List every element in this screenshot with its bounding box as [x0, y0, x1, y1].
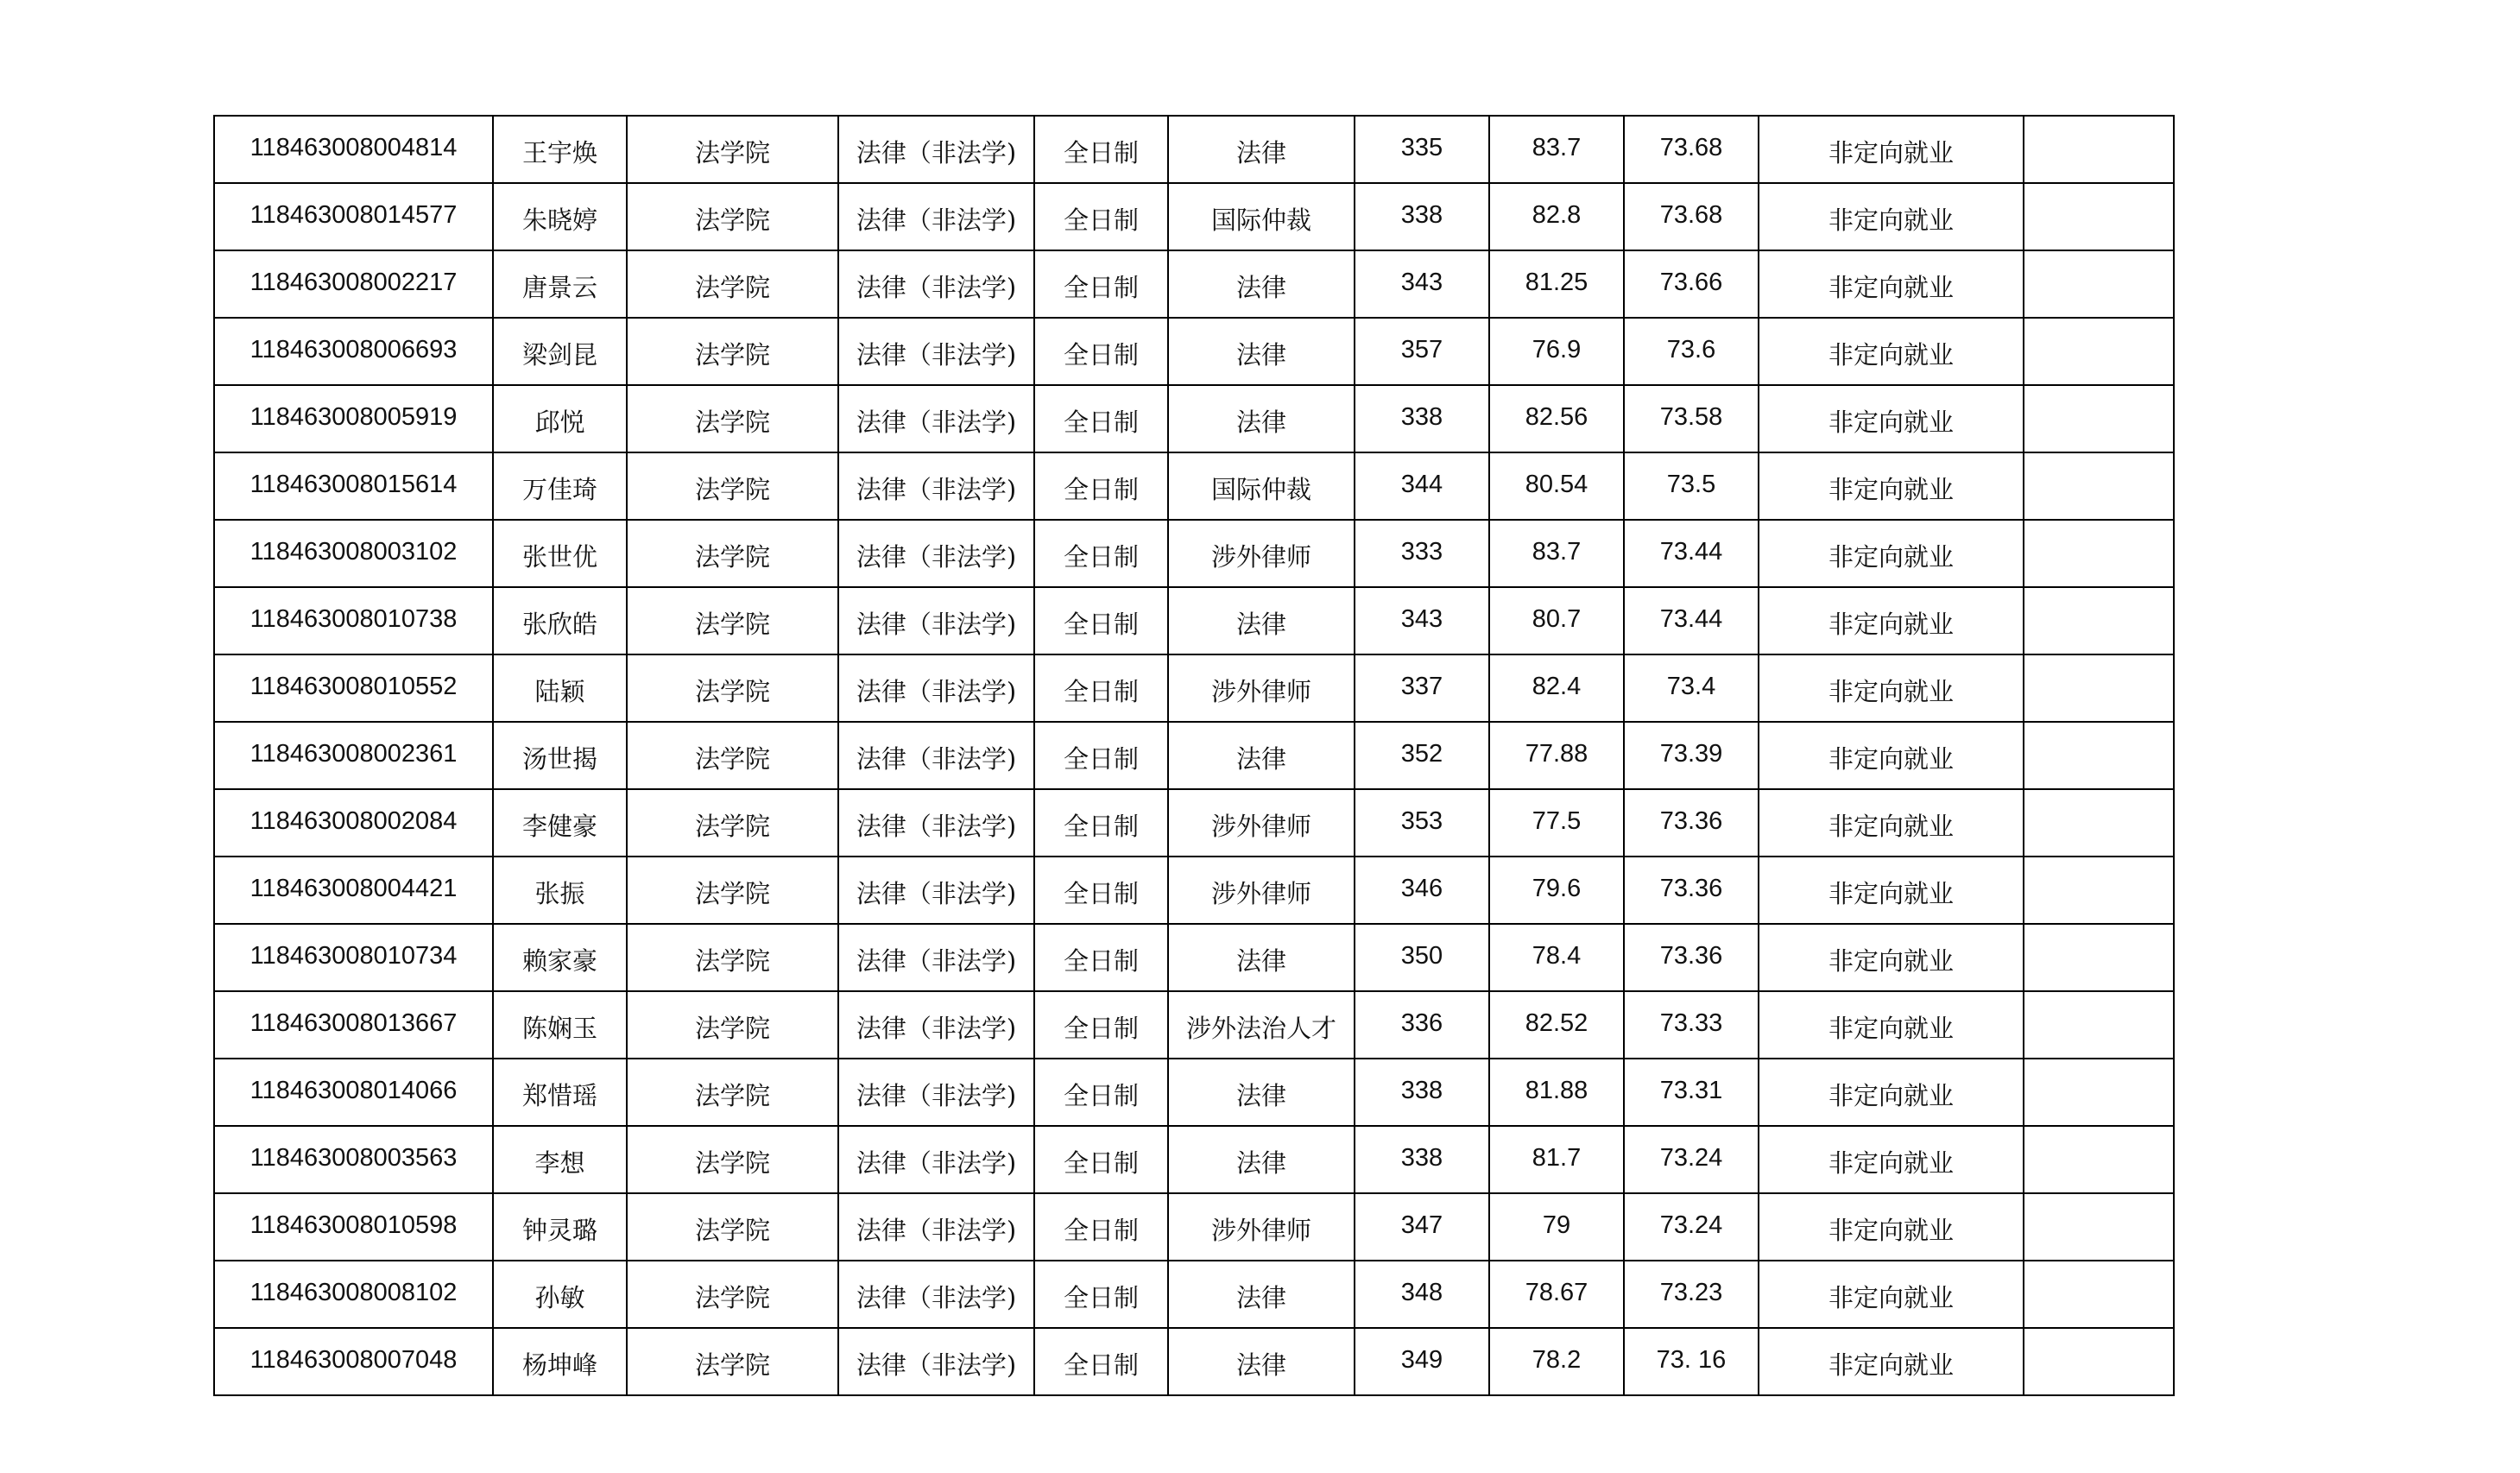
table-row	[214, 385, 2174, 452]
employment-type-cell: 非定向就业	[1759, 385, 2024, 452]
direction-cell: 法律	[1168, 318, 1355, 385]
direction-cell: 涉外律师	[1168, 857, 1355, 924]
program-cell: 法律（非法学)	[838, 1328, 1034, 1395]
school-cell: 法学院	[627, 452, 838, 520]
table-row	[214, 924, 2174, 991]
remarks-cell	[2024, 385, 2174, 452]
study-mode-cell: 全日制	[1034, 452, 1168, 520]
exam-number-cell: 118463008015614	[214, 452, 493, 520]
program-cell: 法律（非法学)	[838, 1193, 1034, 1261]
initial-score-cell: 347	[1355, 1193, 1489, 1261]
name-cell: 张振	[493, 857, 627, 924]
exam-number-cell: 118463008006693	[214, 318, 493, 385]
retest-score-cell: 77.5	[1489, 789, 1624, 857]
table-row	[214, 722, 2174, 789]
remarks-cell	[2024, 857, 2174, 924]
remarks-cell	[2024, 654, 2174, 722]
name-cell: 李健豪	[493, 789, 627, 857]
retest-score-cell: 81.88	[1489, 1059, 1624, 1126]
employment-type-cell: 非定向就业	[1759, 1261, 2024, 1328]
direction-cell: 法律	[1168, 722, 1355, 789]
retest-score-cell: 82.56	[1489, 385, 1624, 452]
initial-score-cell: 352	[1355, 722, 1489, 789]
exam-number-cell: 118463008002084	[214, 789, 493, 857]
employment-type-cell: 非定向就业	[1759, 1059, 2024, 1126]
table-row	[214, 857, 2174, 924]
table-row	[214, 1328, 2174, 1395]
exam-number-cell: 118463008002361	[214, 722, 493, 789]
retest-score-cell: 82.52	[1489, 991, 1624, 1059]
remarks-cell	[2024, 924, 2174, 991]
exam-number-cell: 118463008013667	[214, 991, 493, 1059]
school-cell: 法学院	[627, 318, 838, 385]
program-cell: 法律（非法学)	[838, 722, 1034, 789]
school-cell: 法学院	[627, 116, 838, 183]
employment-type-cell: 非定向就业	[1759, 654, 2024, 722]
employment-type-cell: 非定向就业	[1759, 183, 2024, 250]
school-cell: 法学院	[627, 183, 838, 250]
initial-score-cell: 357	[1355, 318, 1489, 385]
study-mode-cell: 全日制	[1034, 991, 1168, 1059]
name-cell: 杨坤峰	[493, 1328, 627, 1395]
school-cell: 法学院	[627, 924, 838, 991]
direction-cell: 法律	[1168, 1328, 1355, 1395]
direction-cell: 法律	[1168, 250, 1355, 318]
table-row	[214, 1059, 2174, 1126]
retest-score-cell: 79.6	[1489, 857, 1624, 924]
employment-type-cell: 非定向就业	[1759, 452, 2024, 520]
name-cell: 唐景云	[493, 250, 627, 318]
direction-cell: 法律	[1168, 587, 1355, 654]
name-cell: 王宇焕	[493, 116, 627, 183]
remarks-cell	[2024, 520, 2174, 587]
total-score-cell: 73. 16	[1624, 1328, 1759, 1395]
retest-score-cell: 79	[1489, 1193, 1624, 1261]
retest-score-cell: 78.4	[1489, 924, 1624, 991]
employment-type-cell: 非定向就业	[1759, 857, 2024, 924]
school-cell: 法学院	[627, 520, 838, 587]
table-row	[214, 587, 2174, 654]
direction-cell: 涉外律师	[1168, 520, 1355, 587]
study-mode-cell: 全日制	[1034, 722, 1168, 789]
school-cell: 法学院	[627, 654, 838, 722]
remarks-cell	[2024, 183, 2174, 250]
name-cell: 朱晓婷	[493, 183, 627, 250]
employment-type-cell: 非定向就业	[1759, 1126, 2024, 1193]
total-score-cell: 73.4	[1624, 654, 1759, 722]
exam-number-cell: 118463008003563	[214, 1126, 493, 1193]
total-score-cell: 73.24	[1624, 1193, 1759, 1261]
program-cell: 法律（非法学)	[838, 991, 1034, 1059]
study-mode-cell: 全日制	[1034, 1126, 1168, 1193]
study-mode-cell: 全日制	[1034, 318, 1168, 385]
program-cell: 法律（非法学)	[838, 520, 1034, 587]
remarks-cell	[2024, 991, 2174, 1059]
direction-cell: 法律	[1168, 1059, 1355, 1126]
initial-score-cell: 333	[1355, 520, 1489, 587]
retest-score-cell: 80.54	[1489, 452, 1624, 520]
initial-score-cell: 336	[1355, 991, 1489, 1059]
table-row	[214, 654, 2174, 722]
name-cell: 李想	[493, 1126, 627, 1193]
exam-number-cell: 118463008010734	[214, 924, 493, 991]
total-score-cell: 73.58	[1624, 385, 1759, 452]
initial-score-cell: 353	[1355, 789, 1489, 857]
direction-cell: 涉外律师	[1168, 1193, 1355, 1261]
direction-cell: 法律	[1168, 116, 1355, 183]
retest-score-cell: 76.9	[1489, 318, 1624, 385]
table-row	[214, 250, 2174, 318]
retest-score-cell: 83.7	[1489, 520, 1624, 587]
remarks-cell	[2024, 789, 2174, 857]
retest-score-cell: 81.25	[1489, 250, 1624, 318]
school-cell: 法学院	[627, 857, 838, 924]
initial-score-cell: 350	[1355, 924, 1489, 991]
name-cell: 邱悦	[493, 385, 627, 452]
study-mode-cell: 全日制	[1034, 1328, 1168, 1395]
exam-number-cell: 118463008010552	[214, 654, 493, 722]
total-score-cell: 73.33	[1624, 991, 1759, 1059]
remarks-cell	[2024, 587, 2174, 654]
table-body	[214, 116, 2174, 1395]
program-cell: 法律（非法学)	[838, 1126, 1034, 1193]
table-row	[214, 520, 2174, 587]
table-row	[214, 991, 2174, 1059]
employment-type-cell: 非定向就业	[1759, 722, 2024, 789]
table-row	[214, 452, 2174, 520]
total-score-cell: 73.66	[1624, 250, 1759, 318]
school-cell: 法学院	[627, 789, 838, 857]
program-cell: 法律（非法学)	[838, 250, 1034, 318]
remarks-cell	[2024, 116, 2174, 183]
table-row	[214, 789, 2174, 857]
retest-score-cell: 82.4	[1489, 654, 1624, 722]
exam-number-cell: 118463008010598	[214, 1193, 493, 1261]
initial-score-cell: 338	[1355, 1059, 1489, 1126]
program-cell: 法律（非法学)	[838, 183, 1034, 250]
school-cell: 法学院	[627, 991, 838, 1059]
name-cell: 赖家豪	[493, 924, 627, 991]
direction-cell: 国际仲裁	[1168, 183, 1355, 250]
study-mode-cell: 全日制	[1034, 924, 1168, 991]
total-score-cell: 73.36	[1624, 924, 1759, 991]
exam-number-cell: 118463008003102	[214, 520, 493, 587]
retest-score-cell: 78.2	[1489, 1328, 1624, 1395]
program-cell: 法律（非法学)	[838, 924, 1034, 991]
program-cell: 法律（非法学)	[838, 789, 1034, 857]
initial-score-cell: 337	[1355, 654, 1489, 722]
exam-number-cell: 118463008014577	[214, 183, 493, 250]
exam-number-cell: 118463008005919	[214, 385, 493, 452]
program-cell: 法律（非法学)	[838, 654, 1034, 722]
table-row	[214, 116, 2174, 183]
retest-score-cell: 82.8	[1489, 183, 1624, 250]
total-score-cell: 73.68	[1624, 183, 1759, 250]
initial-score-cell: 343	[1355, 250, 1489, 318]
initial-score-cell: 349	[1355, 1328, 1489, 1395]
study-mode-cell: 全日制	[1034, 1059, 1168, 1126]
school-cell: 法学院	[627, 385, 838, 452]
retest-score-cell: 81.7	[1489, 1126, 1624, 1193]
school-cell: 法学院	[627, 1059, 838, 1126]
name-cell: 钟灵璐	[493, 1193, 627, 1261]
exam-number-cell: 118463008008102	[214, 1261, 493, 1328]
study-mode-cell: 全日制	[1034, 520, 1168, 587]
employment-type-cell: 非定向就业	[1759, 1193, 2024, 1261]
name-cell: 孙敏	[493, 1261, 627, 1328]
school-cell: 法学院	[627, 1328, 838, 1395]
initial-score-cell: 338	[1355, 1126, 1489, 1193]
direction-cell: 法律	[1168, 385, 1355, 452]
employment-type-cell: 非定向就业	[1759, 789, 2024, 857]
school-cell: 法学院	[627, 587, 838, 654]
program-cell: 法律（非法学)	[838, 1261, 1034, 1328]
name-cell: 汤世揭	[493, 722, 627, 789]
study-mode-cell: 全日制	[1034, 116, 1168, 183]
table-row	[214, 1126, 2174, 1193]
total-score-cell: 73.68	[1624, 116, 1759, 183]
name-cell: 梁剑昆	[493, 318, 627, 385]
total-score-cell: 73.36	[1624, 857, 1759, 924]
total-score-cell: 73.23	[1624, 1261, 1759, 1328]
direction-cell: 法律	[1168, 924, 1355, 991]
exam-number-cell: 118463008010738	[214, 587, 493, 654]
study-mode-cell: 全日制	[1034, 654, 1168, 722]
exam-number-cell: 118463008014066	[214, 1059, 493, 1126]
initial-score-cell: 346	[1355, 857, 1489, 924]
exam-number-cell: 118463008002217	[214, 250, 493, 318]
table-row	[214, 183, 2174, 250]
employment-type-cell: 非定向就业	[1759, 991, 2024, 1059]
remarks-cell	[2024, 1126, 2174, 1193]
direction-cell: 涉外律师	[1168, 789, 1355, 857]
school-cell: 法学院	[627, 1261, 838, 1328]
remarks-cell	[2024, 250, 2174, 318]
remarks-cell	[2024, 1328, 2174, 1395]
employment-type-cell: 非定向就业	[1759, 924, 2024, 991]
initial-score-cell: 344	[1355, 452, 1489, 520]
initial-score-cell: 338	[1355, 385, 1489, 452]
program-cell: 法律（非法学)	[838, 116, 1034, 183]
employment-type-cell: 非定向就业	[1759, 116, 2024, 183]
total-score-cell: 73.39	[1624, 722, 1759, 789]
table-row	[214, 1193, 2174, 1261]
remarks-cell	[2024, 318, 2174, 385]
remarks-cell	[2024, 452, 2174, 520]
direction-cell: 国际仲裁	[1168, 452, 1355, 520]
total-score-cell: 73.24	[1624, 1126, 1759, 1193]
total-score-cell: 73.36	[1624, 789, 1759, 857]
total-score-cell: 73.44	[1624, 587, 1759, 654]
initial-score-cell: 348	[1355, 1261, 1489, 1328]
name-cell: 陆颖	[493, 654, 627, 722]
school-cell: 法学院	[627, 722, 838, 789]
program-cell: 法律（非法学)	[838, 587, 1034, 654]
initial-score-cell: 335	[1355, 116, 1489, 183]
study-mode-cell: 全日制	[1034, 1261, 1168, 1328]
direction-cell: 法律	[1168, 1126, 1355, 1193]
name-cell: 郑惜瑶	[493, 1059, 627, 1126]
name-cell: 张欣皓	[493, 587, 627, 654]
direction-cell: 涉外律师	[1168, 654, 1355, 722]
total-score-cell: 73.5	[1624, 452, 1759, 520]
admission-list-table	[213, 115, 2175, 1396]
remarks-cell	[2024, 722, 2174, 789]
total-score-cell: 73.31	[1624, 1059, 1759, 1126]
direction-cell: 法律	[1168, 1261, 1355, 1328]
study-mode-cell: 全日制	[1034, 1193, 1168, 1261]
retest-score-cell: 83.7	[1489, 116, 1624, 183]
school-cell: 法学院	[627, 1126, 838, 1193]
direction-cell: 涉外法治人才	[1168, 991, 1355, 1059]
name-cell: 万佳琦	[493, 452, 627, 520]
study-mode-cell: 全日制	[1034, 789, 1168, 857]
exam-number-cell: 118463008004814	[214, 116, 493, 183]
retest-score-cell: 80.7	[1489, 587, 1624, 654]
exam-number-cell: 118463008004421	[214, 857, 493, 924]
program-cell: 法律（非法学)	[838, 857, 1034, 924]
remarks-cell	[2024, 1193, 2174, 1261]
employment-type-cell: 非定向就业	[1759, 250, 2024, 318]
exam-number-cell: 118463008007048	[214, 1328, 493, 1395]
program-cell: 法律（非法学)	[838, 1059, 1034, 1126]
employment-type-cell: 非定向就业	[1759, 520, 2024, 587]
retest-score-cell: 77.88	[1489, 722, 1624, 789]
employment-type-cell: 非定向就业	[1759, 587, 2024, 654]
table-row	[214, 1261, 2174, 1328]
initial-score-cell: 338	[1355, 183, 1489, 250]
school-cell: 法学院	[627, 1193, 838, 1261]
table-row	[214, 318, 2174, 385]
name-cell: 陈娴玉	[493, 991, 627, 1059]
retest-score-cell: 78.67	[1489, 1261, 1624, 1328]
study-mode-cell: 全日制	[1034, 183, 1168, 250]
employment-type-cell: 非定向就业	[1759, 318, 2024, 385]
study-mode-cell: 全日制	[1034, 250, 1168, 318]
total-score-cell: 73.6	[1624, 318, 1759, 385]
employment-type-cell: 非定向就业	[1759, 1328, 2024, 1395]
study-mode-cell: 全日制	[1034, 857, 1168, 924]
program-cell: 法律（非法学)	[838, 385, 1034, 452]
program-cell: 法律（非法学)	[838, 318, 1034, 385]
total-score-cell: 73.44	[1624, 520, 1759, 587]
name-cell: 张世优	[493, 520, 627, 587]
school-cell: 法学院	[627, 250, 838, 318]
initial-score-cell: 343	[1355, 587, 1489, 654]
study-mode-cell: 全日制	[1034, 587, 1168, 654]
remarks-cell	[2024, 1261, 2174, 1328]
remarks-cell	[2024, 1059, 2174, 1126]
program-cell: 法律（非法学)	[838, 452, 1034, 520]
study-mode-cell: 全日制	[1034, 385, 1168, 452]
